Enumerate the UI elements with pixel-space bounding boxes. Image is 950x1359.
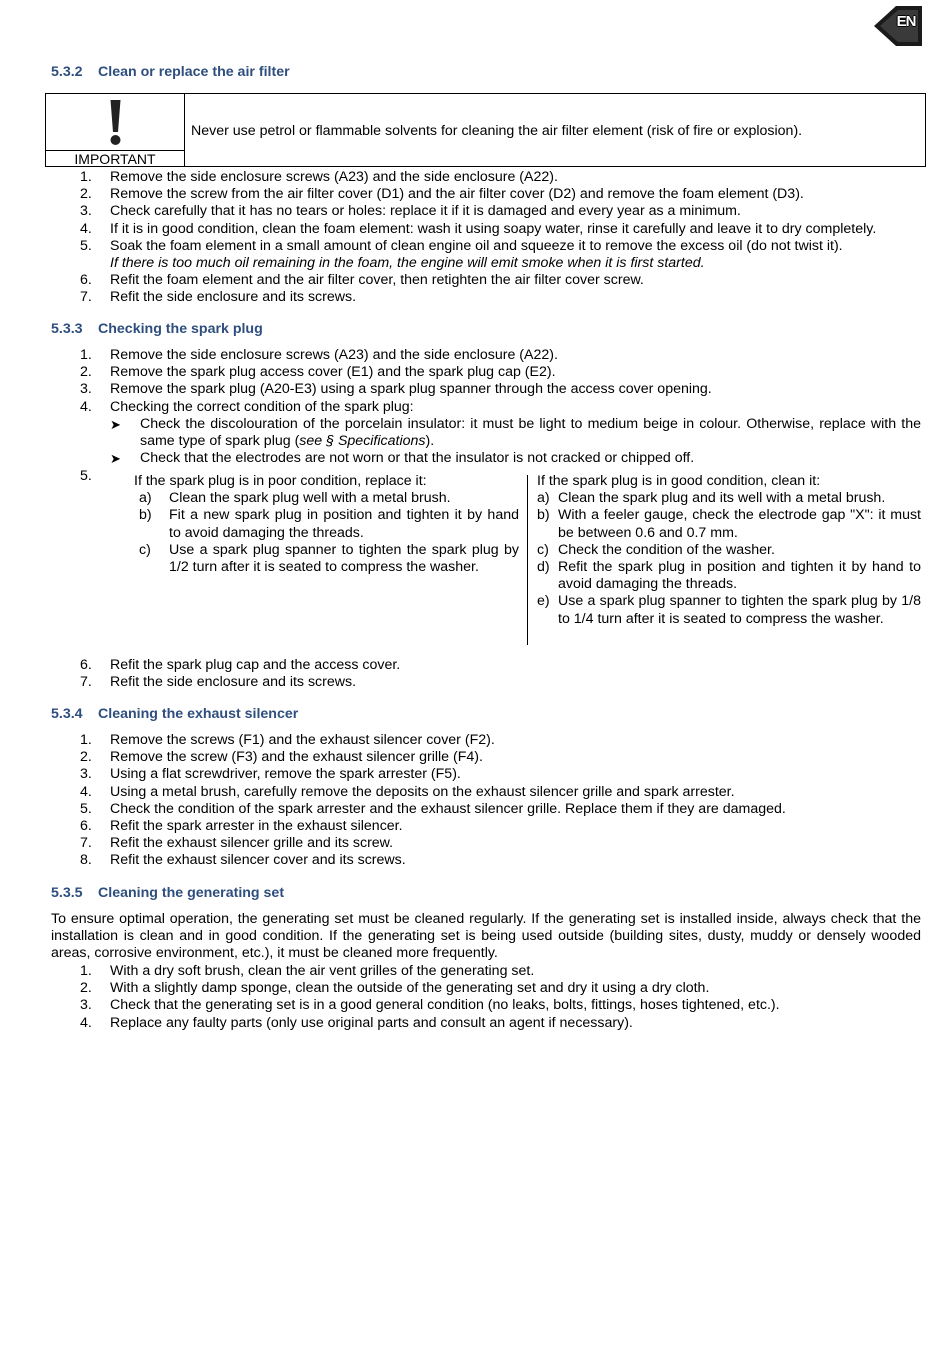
step-number: 5. bbox=[80, 468, 92, 484]
generating-set-steps bbox=[0, 963, 950, 1032]
section-heading-535: 5.3.5 Cleaning the generating set bbox=[51, 885, 285, 901]
list-item: 2. Remove the screw (F3) and the exhaust silencer grille (F4). bbox=[80, 749, 483, 766]
list-item: 4. Checking the correct condition of the spark plug: bbox=[80, 398, 414, 415]
list-item: 1. Remove the screws (F1) and the exhaust silencer cover (F2). bbox=[80, 732, 495, 748]
list-item: 3. Using a flat screwdriver, remove the spark arrester (F5). bbox=[80, 766, 461, 783]
list-item: 3. Check carefully that it has no tears or holes: replace it if it is damaged and every year as a minimum. bbox=[80, 203, 741, 220]
section-heading-533: 5.3.3 Checking the spark plug bbox=[51, 321, 263, 337]
sub-item: a) Clean the spark plug and its well with a metal brush. bbox=[537, 490, 886, 507]
sub-item: a) Clean the spark plug well with a metal brush. bbox=[139, 490, 451, 507]
language-badge-label: EN bbox=[896, 13, 916, 30]
list-item: 5. Soak the foam element in a small amount of clean engine oil and squeeze it to remove the excess oil (do not twist it). If there is too much oil remaining in the foam, the engine will emit smoke when it is first started. bbox=[0, 238, 950, 272]
column-title: If the spark plug is in good condition, clean it: bbox=[537, 473, 821, 489]
list-item: 1. Remove the side enclosure screws (A23) and the side enclosure (A22). bbox=[80, 347, 558, 363]
exclamation-icon bbox=[46, 94, 185, 151]
spark-plug-steps bbox=[0, 347, 950, 416]
list-item: 4. If it is in good condition, clean the foam element: wash it using soapy water, rinse it carefully and leave it to dry completely. bbox=[80, 220, 877, 237]
spark-plug-steps-after bbox=[0, 657, 950, 691]
list-item: 5. Check the condition of the spark arrester and the exhaust silencer grille. Replace them if they are damaged. bbox=[80, 800, 786, 817]
sub-item: d) Refit the spark plug in position and tighten it by hand to avoid damaging the threads. bbox=[537, 559, 921, 593]
list-item: 3. Check that the generating set is in a good general condition (no leaks, bolts, fittings, hoses tightened, etc.). bbox=[80, 997, 780, 1014]
step-note: If there is too much oil remaining in the foam, the engine will emit smoke when it is first started. bbox=[110, 255, 705, 272]
list-item: 6. Refit the spark arrester in the exhaust silencer. bbox=[80, 818, 403, 835]
warning-message: Never use petrol or flammable solvents for cleaning the air filter element (risk of fire or explosion). bbox=[191, 123, 803, 139]
sub-item: b) Fit a new spark plug in position and tighten it by hand to avoid damaging the threads. bbox=[139, 507, 519, 541]
column-divider bbox=[527, 475, 528, 645]
bullet-item: ➤ Check that the electrodes are not worn or that the insulator is not cracked or chipped off. bbox=[110, 450, 695, 467]
column-title: If the spark plug is in poor condition, replace it: bbox=[134, 473, 427, 489]
warning-icon-cell bbox=[46, 94, 185, 151]
sub-item: c) Check the condition of the washer. bbox=[537, 541, 775, 558]
arrow-bullet-icon: ➤ bbox=[110, 451, 121, 467]
bullet-item: ➤ Check the discolouration of the porcelain insulator: it must be light to medium beige in colour. Otherwise, replace with the same type of spark plug (see § Specifications). bbox=[110, 416, 921, 450]
poor-condition-column bbox=[134, 473, 519, 576]
good-condition-column bbox=[537, 473, 921, 628]
spark-plug-checks bbox=[0, 416, 950, 468]
list-item: 2. Remove the screw from the air filter cover (D1) and the air filter cover (D2) and remove the foam element (D3). bbox=[80, 186, 804, 203]
list-item: 8. Refit the exhaust silencer cover and its screws. bbox=[80, 852, 406, 869]
cleaning-intro-paragraph: To ensure optimal operation, the generating set must be cleaned regularly. If the generating set is installed inside, always check that the installation is clean and in good condition. If the generating set is being used outside (building sites, dusty, muddy or densely wooded areas, corrosive environment, etc.), it must be cleaned more frequently. bbox=[51, 911, 921, 962]
arrow-bullet-icon: ➤ bbox=[110, 417, 121, 432]
list-item: 7. Refit the exhaust silencer grille and its screw. bbox=[80, 835, 394, 852]
list-item: 3. Remove the spark plug (A20-E3) using a spark plug spanner through the access cover opening. bbox=[80, 381, 712, 398]
list-item: 7. Refit the side enclosure and its screws. bbox=[80, 289, 357, 306]
important-label: IMPORTANT bbox=[46, 151, 185, 167]
list-item: 7. Refit the side enclosure and its screws. bbox=[80, 674, 357, 691]
list-item: 1. With a dry soft brush, clean the air vent grilles of the generating set. bbox=[80, 963, 535, 979]
spark-plug-condition-table bbox=[0, 473, 950, 648]
section-heading-534: 5.3.4 Cleaning the exhaust silencer bbox=[51, 706, 299, 722]
section-heading-532: 5.3.2 Clean or replace the air filter bbox=[51, 64, 290, 80]
sub-item: b) With a feeler gauge, check the electrode gap "X": it must be between 0.6 and 0.7 mm. bbox=[537, 507, 921, 541]
exhaust-silencer-steps bbox=[0, 732, 950, 870]
list-item: 4. Replace any faulty parts (only use original parts and consult an agent if necessary). bbox=[80, 1014, 633, 1031]
important-warning-box bbox=[45, 93, 926, 167]
list-item: 6. Refit the spark plug cap and the access cover. bbox=[80, 657, 401, 673]
list-item: 2. Remove the spark plug access cover (E1) and the spark plug cap (E2). bbox=[80, 364, 556, 381]
list-item: 2. With a slightly damp sponge, clean the outside of the generating set and dry it using a dry cloth. bbox=[80, 980, 710, 997]
sub-item: e) Use a spark plug spanner to tighten the spark plug by 1/8 to 1/4 turn after it is seated to compress the washer. bbox=[537, 593, 921, 627]
sub-item: c) Use a spark plug spanner to tighten the spark plug by 1/2 turn after it is seated to compress the washer. bbox=[139, 541, 519, 576]
list-item: 1. Remove the side enclosure screws (A23) and the side enclosure (A22). bbox=[80, 169, 558, 185]
list-item: 4. Using a metal brush, carefully remove the deposits on the exhaust silencer grille and spark arrester. bbox=[80, 783, 735, 800]
air-filter-steps bbox=[0, 169, 950, 307]
list-item: 6. Refit the foam element and the air filter cover, then retighten the air filter cover screw. bbox=[80, 272, 644, 289]
